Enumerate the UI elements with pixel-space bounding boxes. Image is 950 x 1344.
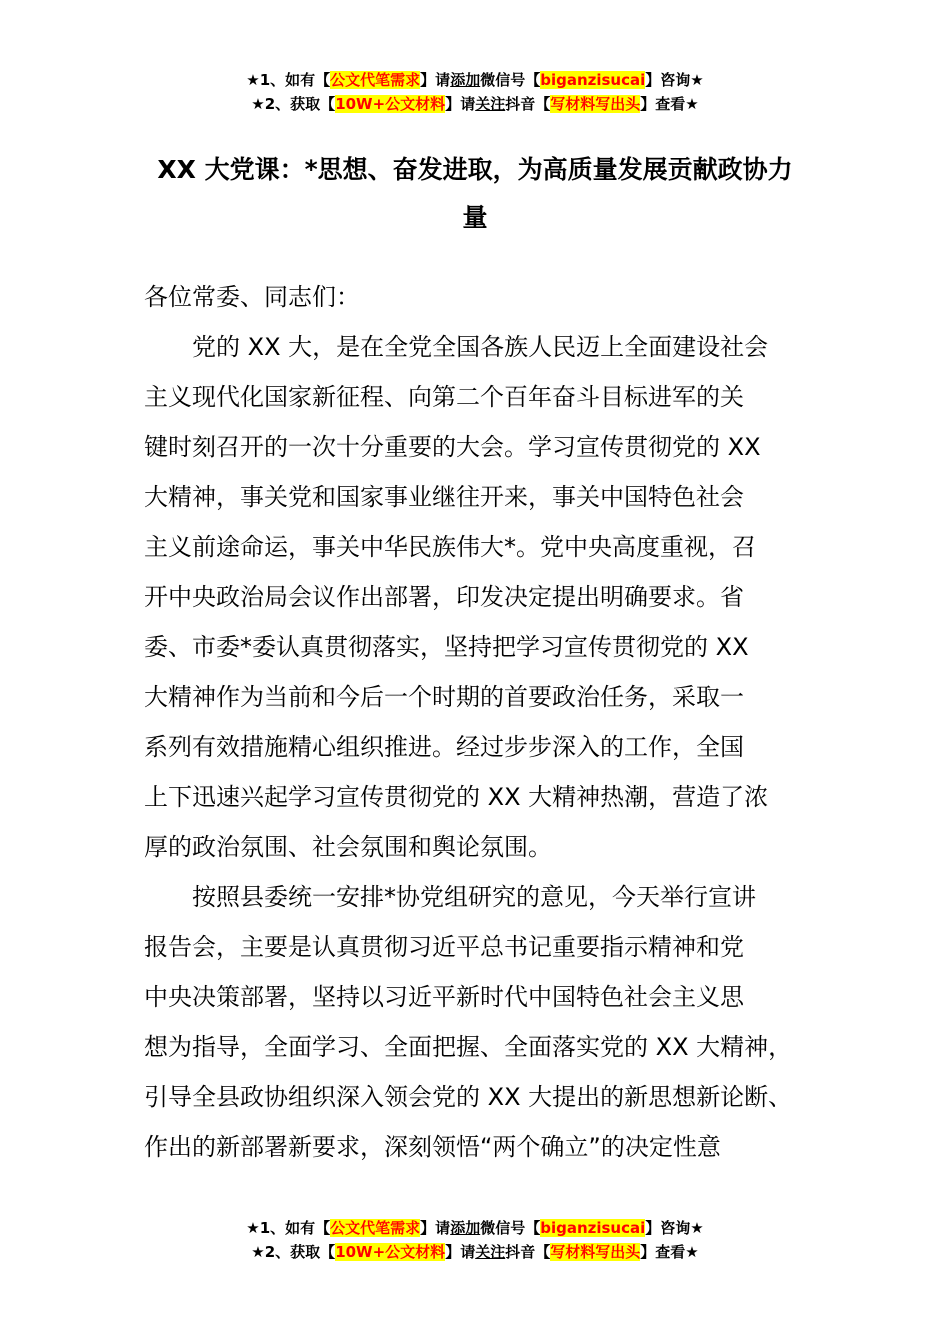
body-line: 引导全县政协组织深入领会党的 XX 大提出的新思想新论断、: [144, 1083, 793, 1111]
promo-text: 微信号【: [480, 71, 541, 89]
body-line: 大精神，事关党和国家事业继往开来，事关中国特色社会: [144, 483, 744, 511]
promo-highlight: 10W+公文材料: [335, 95, 446, 113]
bottom-promo-banner: [0, 1216, 950, 1264]
promo-text: 】查看★: [640, 95, 699, 113]
promo-text: ★1、如有【: [246, 1219, 331, 1237]
promo-text: 】咨询★: [645, 71, 704, 89]
body-line: 主义现代化国家新征程、向第二个百年奋斗目标进军的关: [144, 383, 744, 411]
promo-highlight: biganzisucai: [540, 71, 646, 89]
promo-text: 】请: [445, 1243, 476, 1261]
body-line: 委、市委*委认真贯彻落实，坚持把学习宣传贯彻党的 XX: [144, 633, 749, 661]
promo-line-1: [0, 68, 950, 92]
title-line-1: XX 大党课：*思想、奋发进取，为高质量发展贡献政协力: [157, 155, 793, 184]
promo-highlight: 公文代笔需求: [330, 1219, 421, 1237]
promo-text: ★2、获取【: [251, 95, 336, 113]
promo-highlight: biganzisucai: [540, 1219, 646, 1237]
promo-text: ★1、如有【: [246, 71, 331, 89]
body-line: 按照县委统一安排*协党组研究的意见，今天举行宣讲: [192, 883, 756, 911]
promo-text: 微信号【: [480, 1219, 541, 1237]
promo-text: ★2、获取【: [251, 1243, 336, 1261]
promo-highlight: 10W+公文材料: [335, 1243, 446, 1261]
promo-underlined: 关注: [475, 1243, 506, 1261]
promo-highlight: 公文代笔需求: [330, 71, 421, 89]
body-line: 开中央政治局会议作出部署，印发决定提出明确要求。省: [144, 583, 744, 611]
body-line: 主义前途命运，事关中华民族伟大*。党中央高度重视，召: [144, 533, 756, 561]
body-line: 中央决策部署，坚持以习近平新时代中国特色社会主义思: [144, 983, 744, 1011]
promo-underlined: 添加: [450, 71, 481, 89]
promo-line-2: [0, 92, 950, 116]
top-promo-banner: [0, 68, 950, 116]
promo-highlight: 写材料写出头: [550, 95, 641, 113]
promo-underlined: 添加: [450, 1219, 481, 1237]
body-line: 厚的政治氛围、社会氛围和舆论氛围。: [144, 833, 552, 861]
promo-text: 】查看★: [640, 1243, 699, 1261]
body-line: 想为指导，全面学习、全面把握、全面落实党的 XX 大精神，: [144, 1033, 793, 1061]
body-line: 系列有效措施精心组织推进。经过步步深入的工作，全国: [144, 733, 744, 761]
body-line: 上下迅速兴起学习宣传贯彻党的 XX 大精神热潮，营造了浓: [144, 783, 769, 811]
promo-text: 】咨询★: [645, 1219, 704, 1237]
promo-text: 】请: [445, 95, 476, 113]
body-line: 党的 XX 大，是在全党全国各族人民迈上全面建设社会: [192, 333, 769, 361]
body-line: 键时刻召开的一次十分重要的大会。学习宣传贯彻党的 XX: [144, 433, 761, 461]
salutation: 各位常委、同志们：: [144, 283, 360, 311]
body-line: 报告会，主要是认真贯彻习近平总书记重要指示精神和党: [144, 933, 744, 961]
title-line-2: 量: [462, 203, 488, 232]
promo-line-1: [0, 1216, 950, 1240]
promo-text: 】请: [420, 71, 451, 89]
promo-underlined: 关注: [475, 95, 506, 113]
document-title: [140, 146, 810, 242]
promo-line-2: [0, 1240, 950, 1264]
body-line: 大精神作为当前和今后一个时期的首要政治任务，采取一: [144, 683, 744, 711]
body-line: 作出的新部署新要求，深刻领悟“两个确立”的决定性意: [144, 1133, 721, 1161]
document-body: [144, 272, 810, 1172]
promo-text: 抖音【: [505, 1243, 551, 1261]
promo-text: 抖音【: [505, 95, 551, 113]
promo-highlight: 写材料写出头: [550, 1243, 641, 1261]
promo-text: 】请: [420, 1219, 451, 1237]
